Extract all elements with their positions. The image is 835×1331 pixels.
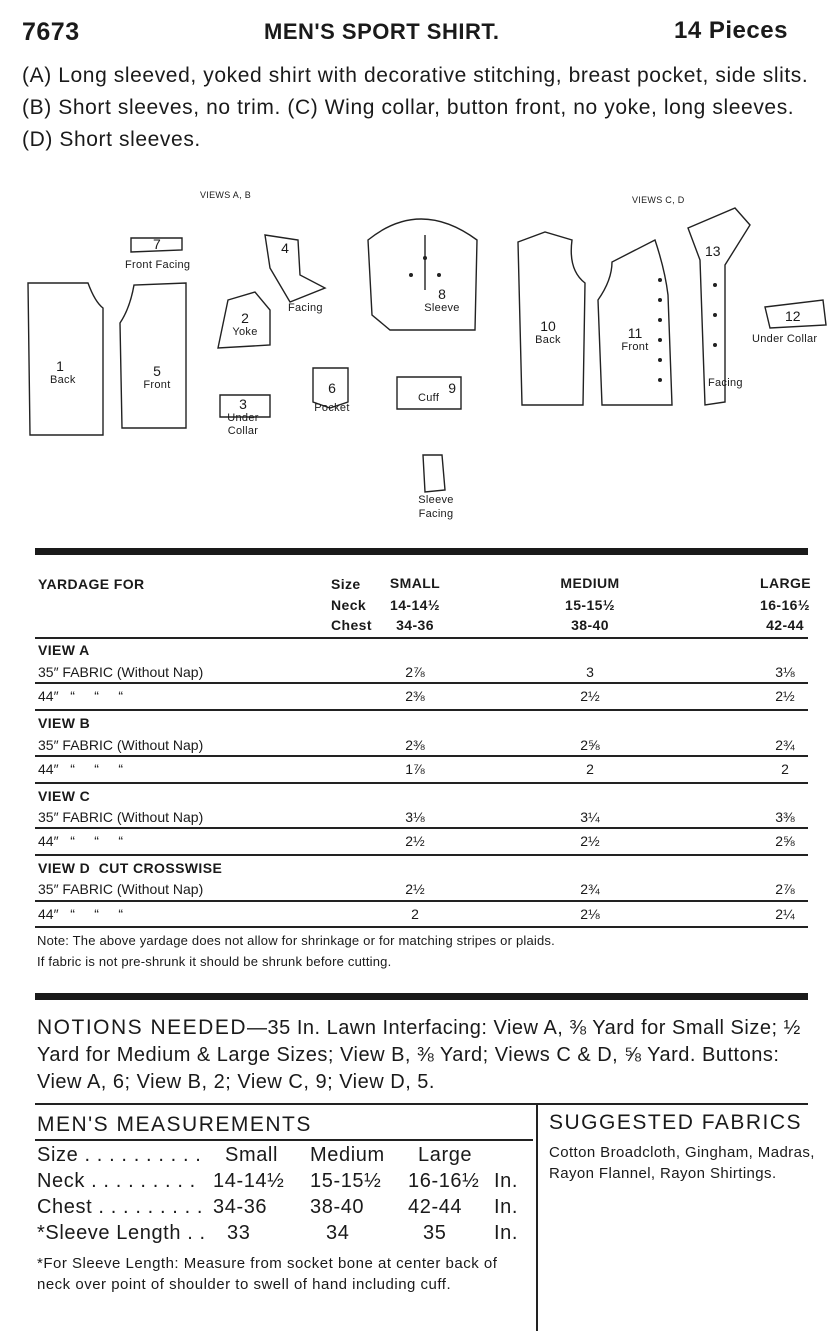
table-rule bbox=[35, 755, 808, 757]
meas-size-large: Large bbox=[418, 1144, 473, 1166]
view-c-35-small: 3⅛ bbox=[405, 809, 425, 825]
piece-1-label: 1 Back bbox=[50, 358, 76, 386]
pattern-pieces-svg bbox=[0, 180, 835, 525]
suggested-fabrics-text: Cotton Broadcloth, Gingham, Madras, Rayon Flannel, Rayon Shirtings. bbox=[549, 1144, 815, 1182]
view-a-35-fabric: 35″ FABRIC (Without Nap) bbox=[38, 664, 204, 680]
view-c-35-large: 3⅜ bbox=[775, 809, 795, 825]
view-a-44-small: 2⅜ bbox=[405, 688, 425, 704]
notions-text: —35 In. Lawn Interfacing: View A, ⅜ Yard for Small Size; ½ Yard for Medium & Large Sizes; View B, ⅜ Yard; Views C & D, ⅝ Yard. Buttons: View A, 6; View B, 2; View C, 9; View D, 5. bbox=[37, 1017, 801, 1093]
view-d-label: VIEW D CUT CROSSWISE bbox=[38, 860, 223, 876]
view-d-35-fabric: 35″ FABRIC (Without Nap) bbox=[38, 881, 204, 897]
view-c-35-medium: 3¼ bbox=[580, 809, 600, 825]
neck-medium: 15-15½ bbox=[565, 597, 615, 613]
view-c-44-fabric: 44″ “ “ “ bbox=[38, 833, 124, 849]
notions-top-rule bbox=[35, 993, 808, 1000]
piece-8-label: 8 Sleeve bbox=[424, 286, 460, 314]
neck-row-label: Neck bbox=[331, 597, 367, 613]
piece-13-name: Facing bbox=[708, 377, 743, 389]
view-a-35-small: 2⅞ bbox=[405, 664, 425, 680]
view-b-44-large: 2 bbox=[781, 761, 789, 777]
piece-6-label: 6 Pocket bbox=[314, 380, 350, 414]
piece-4-name: Facing bbox=[288, 302, 323, 314]
views-ab-label: VIEWS A, B bbox=[200, 190, 252, 200]
yardage-note-1: Note: The above yardage does not allow for shrinkage or for matching stripes or plaids. bbox=[37, 933, 555, 948]
meas-neck-unit: In. bbox=[494, 1170, 519, 1192]
meas-size-medium: Medium bbox=[310, 1144, 385, 1166]
view-b-35-fabric: 35″ FABRIC (Without Nap) bbox=[38, 737, 204, 753]
neck-small: 14-14½ bbox=[390, 597, 440, 613]
view-d-35-medium: 2¾ bbox=[580, 881, 600, 897]
meas-chest-small: 34-36 bbox=[213, 1196, 268, 1218]
table-rule bbox=[35, 926, 808, 928]
meas-neck-label: Neck . . . . . . . . . bbox=[37, 1170, 196, 1192]
piece-5-label: 5 Front bbox=[143, 363, 171, 391]
meas-sleeve-label: *Sleeve Length . . bbox=[37, 1222, 206, 1244]
table-rule bbox=[35, 682, 808, 684]
view-d-44-medium: 2⅛ bbox=[580, 906, 600, 922]
pattern-number: 7673 bbox=[22, 18, 80, 46]
piece-4-facing-outline bbox=[265, 235, 325, 302]
meas-sleeve-large: 35 bbox=[423, 1222, 447, 1244]
view-b-44-small: 1⅞ bbox=[405, 761, 425, 777]
chest-row-label: Chest bbox=[331, 617, 372, 633]
piece-13-number: 13 bbox=[705, 243, 721, 259]
piece-3-label: 3 Under Collar bbox=[227, 396, 259, 437]
meas-neck-small: 14-14½ bbox=[213, 1170, 285, 1192]
piece-5-front-outline bbox=[120, 283, 186, 428]
pattern-pieces-diagram bbox=[0, 180, 835, 525]
size-small: SMALL bbox=[389, 575, 441, 591]
piece-11-label: 11 Front bbox=[621, 325, 649, 353]
section-divider bbox=[536, 1104, 538, 1331]
meas-sleeve-small: 33 bbox=[227, 1222, 251, 1244]
piece-7-number: 7 bbox=[153, 236, 161, 252]
table-rule bbox=[35, 900, 808, 902]
yardage-note-2: If fabric is not pre-shrunk it should be shrunk before cutting. bbox=[37, 954, 392, 969]
view-b-35-large: 2¾ bbox=[775, 737, 795, 753]
view-a-44-medium: 2½ bbox=[580, 688, 600, 704]
view-c-44-small: 2½ bbox=[405, 833, 425, 849]
piece-4-number: 4 bbox=[281, 240, 289, 256]
piece-9-label: 9 Cuff bbox=[418, 380, 456, 404]
neck-large: 16-16½ bbox=[760, 597, 810, 613]
piece-sleeve-facing-outline bbox=[423, 455, 445, 492]
sleeve-footnote: *For Sleeve Length: Measure from socket bone at center back of neck over point of shoulder to swell of hand including cuff. bbox=[37, 1255, 498, 1293]
meas-neck-large: 16-16½ bbox=[408, 1170, 480, 1192]
view-a-35-medium: 3 bbox=[586, 664, 594, 680]
yardage-heading: YARDAGE FOR bbox=[38, 576, 145, 592]
view-c-35-fabric: 35″ FABRIC (Without Nap) bbox=[38, 809, 204, 825]
size-row-label: Size bbox=[331, 576, 361, 592]
chest-large: 42-44 bbox=[766, 617, 804, 633]
piece-12-name: Under Collar bbox=[752, 333, 818, 345]
meas-chest-unit: In. bbox=[494, 1196, 519, 1218]
measurements-heading: MEN'S MEASUREMENTS bbox=[37, 1113, 312, 1136]
meas-size-small: Small bbox=[225, 1144, 279, 1166]
meas-sleeve-medium: 34 bbox=[326, 1222, 350, 1244]
table-rule bbox=[35, 827, 808, 829]
view-c-label: VIEW C bbox=[38, 788, 91, 804]
view-b-35-medium: 2⅝ bbox=[580, 737, 600, 753]
meas-neck-medium: 15-15½ bbox=[310, 1170, 382, 1192]
table-rule bbox=[35, 637, 808, 639]
notions-heading: NOTIONS NEEDED bbox=[37, 1016, 248, 1039]
view-b-44-medium: 2 bbox=[586, 761, 594, 777]
size-large: LARGE bbox=[760, 575, 811, 591]
view-b-44-fabric: 44″ “ “ “ bbox=[38, 761, 124, 777]
meas-size-label: Size . . . . . . . . . . bbox=[37, 1144, 202, 1166]
view-c-44-medium: 2½ bbox=[580, 833, 600, 849]
piece-10-label: 10 Back bbox=[535, 318, 561, 346]
piece-12-number: 12 bbox=[785, 308, 801, 324]
size-medium: MEDIUM bbox=[560, 575, 620, 591]
yardage-top-rule bbox=[35, 548, 808, 555]
table-rule bbox=[35, 782, 808, 784]
meas-chest-medium: 38-40 bbox=[310, 1196, 365, 1218]
notions-bottom-rule bbox=[35, 1103, 808, 1105]
view-a-44-large: 2½ bbox=[775, 688, 795, 704]
meas-sleeve-unit: In. bbox=[494, 1222, 519, 1244]
piece-7-name: Front Facing bbox=[125, 259, 191, 271]
view-c-44-large: 2⅝ bbox=[775, 833, 795, 849]
view-a-label: VIEW A bbox=[38, 642, 90, 658]
suggested-heading: SUGGESTED FABRICS bbox=[549, 1111, 803, 1134]
table-rule bbox=[35, 854, 808, 856]
meas-chest-label: Chest . . . . . . . . . bbox=[37, 1196, 204, 1218]
view-d-44-large: 2¼ bbox=[775, 906, 795, 922]
notions-section bbox=[37, 1014, 815, 1096]
meas-chest-large: 42-44 bbox=[408, 1196, 463, 1218]
piece-2-label: 2 Yoke bbox=[232, 310, 258, 338]
sleeve-facing-label: Sleeve Facing bbox=[418, 494, 454, 520]
view-b-label: VIEW B bbox=[38, 715, 91, 731]
view-a-35-large: 3⅛ bbox=[775, 664, 795, 680]
view-a-44-fabric: 44″ “ “ “ bbox=[38, 688, 124, 704]
piece-count: 14 Pieces bbox=[674, 17, 788, 44]
chest-medium: 38-40 bbox=[571, 617, 609, 633]
piece-13-facing-outline bbox=[688, 208, 750, 405]
pattern-description: (A) Long sleeved, yoked shirt with decorative stitching, breast pocket, side slits. (B) Short sleeves, no trim. (C) Wing collar, button front, no yoke, long sleeves. (D) Short sleeves. bbox=[22, 64, 809, 151]
view-d-44-fabric: 44″ “ “ “ bbox=[38, 906, 124, 922]
measurements-rule bbox=[35, 1139, 533, 1141]
view-d-44-small: 2 bbox=[411, 906, 419, 922]
pattern-title: MEN'S SPORT SHIRT. bbox=[264, 19, 500, 44]
chest-small: 34-36 bbox=[396, 617, 434, 633]
view-d-35-large: 2⅞ bbox=[775, 881, 795, 897]
table-rule bbox=[35, 709, 808, 711]
view-b-35-small: 2⅜ bbox=[405, 737, 425, 753]
view-d-35-small: 2½ bbox=[405, 881, 425, 897]
views-cd-label: VIEWS C, D bbox=[632, 195, 685, 205]
